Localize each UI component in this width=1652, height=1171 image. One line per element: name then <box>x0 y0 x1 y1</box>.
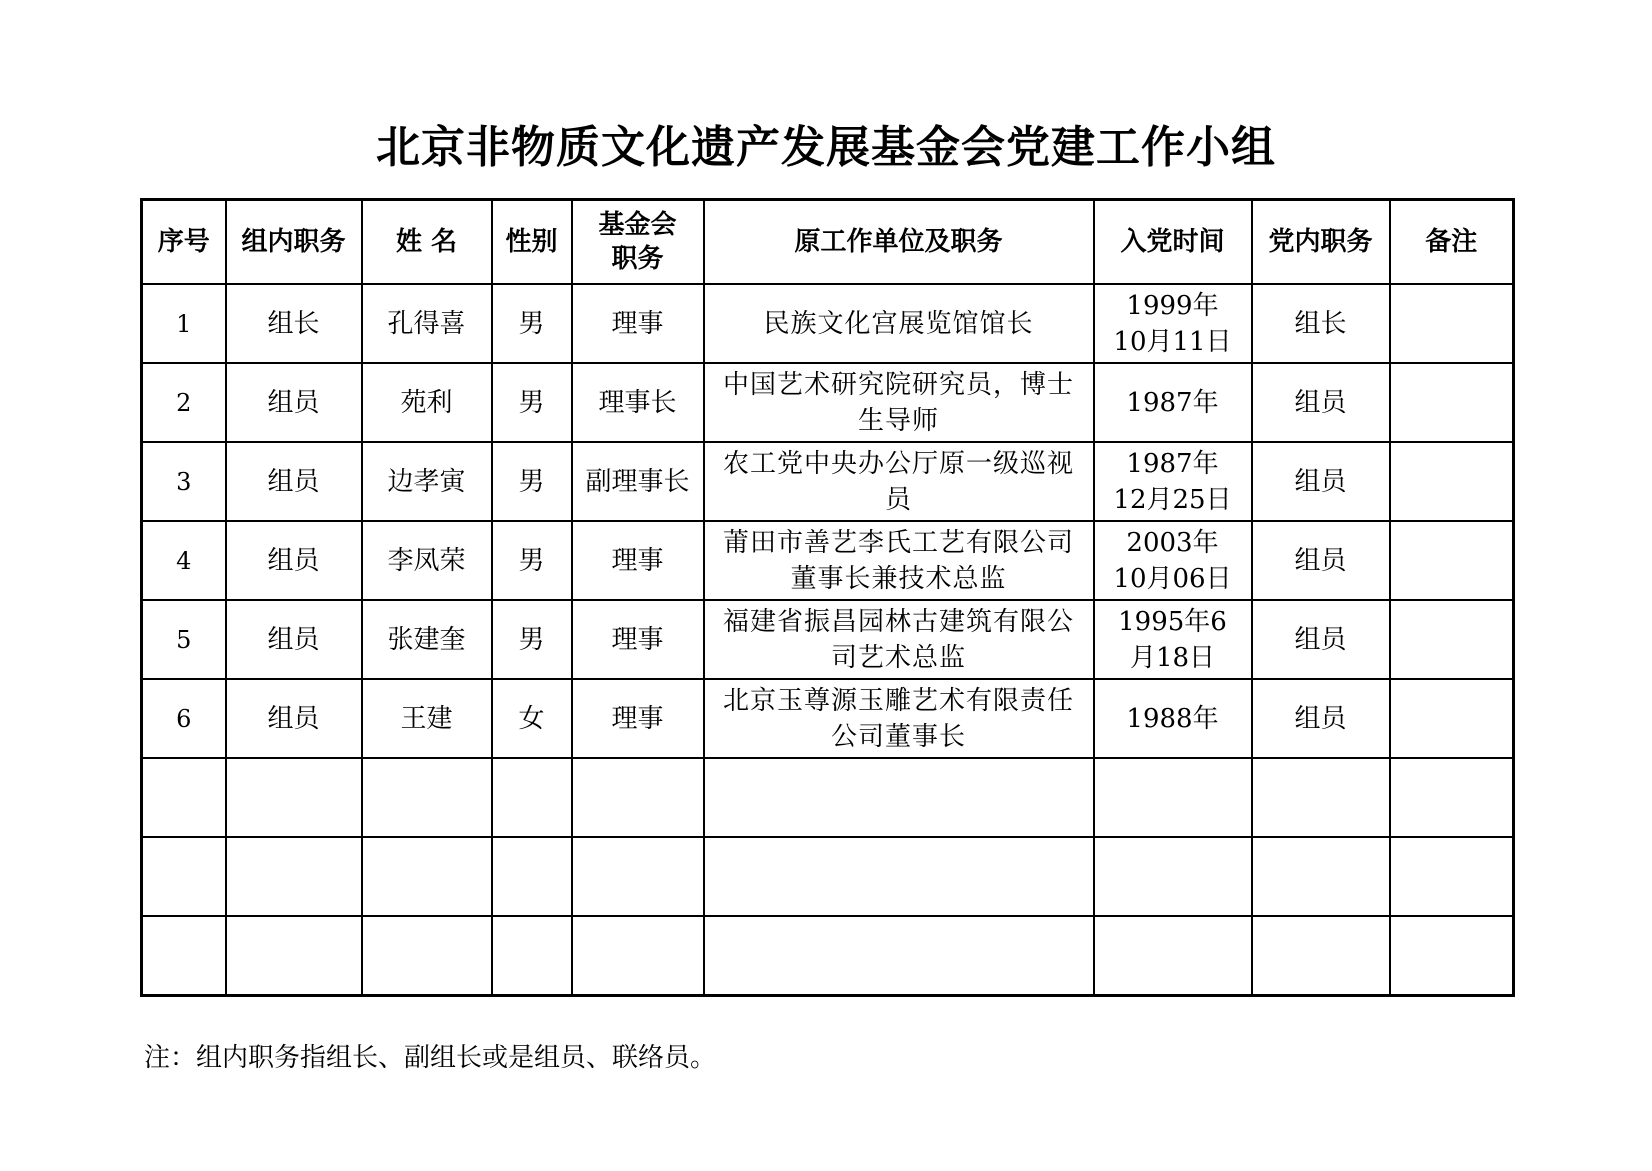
cell-remark <box>1390 363 1514 442</box>
table-row <box>142 600 1514 679</box>
cell-name <box>362 916 492 996</box>
cell-former-unit <box>704 758 1094 837</box>
cell-former-unit: 北京玉尊源玉雕艺术有限责任公司董事长 <box>704 679 1094 758</box>
cell-name: 王建 <box>362 679 492 758</box>
cell-remark <box>1390 679 1514 758</box>
cell-gender: 女 <box>492 679 572 758</box>
cell-name <box>362 837 492 916</box>
cell-party-role: 组员 <box>1252 600 1390 679</box>
header-cell-remark: 备注 <box>1390 200 1514 285</box>
cell-no <box>142 837 226 916</box>
header-cell-no: 序号 <box>142 200 226 285</box>
table-header-row <box>142 200 1514 285</box>
cell-foundation-role: 理事长 <box>572 363 704 442</box>
cell-former-unit: 福建省振昌园林古建筑有限公司艺术总监 <box>704 600 1094 679</box>
cell-no: 3 <box>142 442 226 521</box>
header-cell-join-date: 入党时间 <box>1094 200 1252 285</box>
cell-remark <box>1390 284 1514 363</box>
cell-join-date: 1995年6月18日 <box>1094 600 1252 679</box>
table-row <box>142 442 1514 521</box>
cell-no: 4 <box>142 521 226 600</box>
cell-party-role: 组员 <box>1252 521 1390 600</box>
cell-join-date <box>1094 837 1252 916</box>
cell-gender: 男 <box>492 363 572 442</box>
header-cell-gender: 性别 <box>492 200 572 285</box>
page-title: 北京非物质文化遗产发展基金会党建工作小组 <box>376 122 1276 173</box>
cell-name <box>362 758 492 837</box>
cell-group-role: 组员 <box>226 521 362 600</box>
cell-no: 2 <box>142 363 226 442</box>
cell-former-unit: 莆田市善艺李氏工艺有限公司董事长兼技术总监 <box>704 521 1094 600</box>
cell-party-role: 组员 <box>1252 679 1390 758</box>
cell-foundation-role <box>572 916 704 996</box>
cell-no: 5 <box>142 600 226 679</box>
cell-group-role: 组员 <box>226 442 362 521</box>
cell-group-role: 组员 <box>226 679 362 758</box>
cell-gender: 男 <box>492 442 572 521</box>
cell-foundation-role: 理事 <box>572 679 704 758</box>
cell-join-date: 2003年10月06日 <box>1094 521 1252 600</box>
cell-remark <box>1390 916 1514 996</box>
cell-former-unit: 农工党中央办公厅原一级巡视员 <box>704 442 1094 521</box>
cell-join-date: 1988年 <box>1094 679 1252 758</box>
cell-gender: 男 <box>492 284 572 363</box>
cell-remark <box>1390 758 1514 837</box>
table-row <box>142 837 1514 916</box>
cell-gender <box>492 916 572 996</box>
cell-party-role: 组员 <box>1252 363 1390 442</box>
roster-table <box>140 198 1515 997</box>
cell-name: 边孝寅 <box>362 442 492 521</box>
cell-gender <box>492 837 572 916</box>
cell-former-unit <box>704 837 1094 916</box>
header-cell-former-unit: 原工作单位及职务 <box>704 200 1094 285</box>
cell-group-role: 组员 <box>226 600 362 679</box>
table-row <box>142 758 1514 837</box>
cell-no: 1 <box>142 284 226 363</box>
cell-party-role <box>1252 837 1390 916</box>
cell-foundation-role <box>572 837 704 916</box>
cell-foundation-role: 理事 <box>572 521 704 600</box>
cell-foundation-role <box>572 758 704 837</box>
cell-party-role: 组长 <box>1252 284 1390 363</box>
cell-foundation-role: 理事 <box>572 284 704 363</box>
footnote: 注：组内职务指组长、副组长或是组员、联络员。 <box>144 1043 717 1073</box>
cell-gender: 男 <box>492 521 572 600</box>
header-cell-foundation-role: 基金会职务 <box>572 200 704 285</box>
cell-party-role <box>1252 758 1390 837</box>
cell-no: 6 <box>142 679 226 758</box>
cell-join-date: 1987年12月25日 <box>1094 442 1252 521</box>
cell-party-role: 组员 <box>1252 442 1390 521</box>
cell-gender: 男 <box>492 600 572 679</box>
cell-remark <box>1390 521 1514 600</box>
cell-join-date: 1999年10月11日 <box>1094 284 1252 363</box>
cell-remark <box>1390 442 1514 521</box>
header-cell-party-role: 党内职务 <box>1252 200 1390 285</box>
cell-group-role <box>226 758 362 837</box>
cell-join-date <box>1094 916 1252 996</box>
cell-group-role: 组长 <box>226 284 362 363</box>
cell-foundation-role: 副理事长 <box>572 442 704 521</box>
table-row <box>142 284 1514 363</box>
table-row <box>142 363 1514 442</box>
cell-group-role: 组员 <box>226 363 362 442</box>
cell-gender <box>492 758 572 837</box>
header-cell-name: 姓 名 <box>362 200 492 285</box>
cell-name: 孔得喜 <box>362 284 492 363</box>
cell-foundation-role: 理事 <box>572 600 704 679</box>
cell-party-role <box>1252 916 1390 996</box>
cell-group-role <box>226 916 362 996</box>
cell-group-role <box>226 837 362 916</box>
cell-no <box>142 916 226 996</box>
cell-former-unit: 民族文化宫展览馆馆长 <box>704 284 1094 363</box>
header-cell-group-role: 组内职务 <box>226 200 362 285</box>
cell-name: 张建奎 <box>362 600 492 679</box>
cell-remark <box>1390 837 1514 916</box>
cell-name: 李凤荣 <box>362 521 492 600</box>
table-row <box>142 521 1514 600</box>
cell-former-unit <box>704 916 1094 996</box>
cell-remark <box>1390 600 1514 679</box>
table-row <box>142 916 1514 996</box>
cell-join-date <box>1094 758 1252 837</box>
cell-former-unit: 中国艺术研究院研究员，博士生导师 <box>704 363 1094 442</box>
cell-name: 苑利 <box>362 363 492 442</box>
table-row <box>142 679 1514 758</box>
cell-no <box>142 758 226 837</box>
cell-join-date: 1987年 <box>1094 363 1252 442</box>
